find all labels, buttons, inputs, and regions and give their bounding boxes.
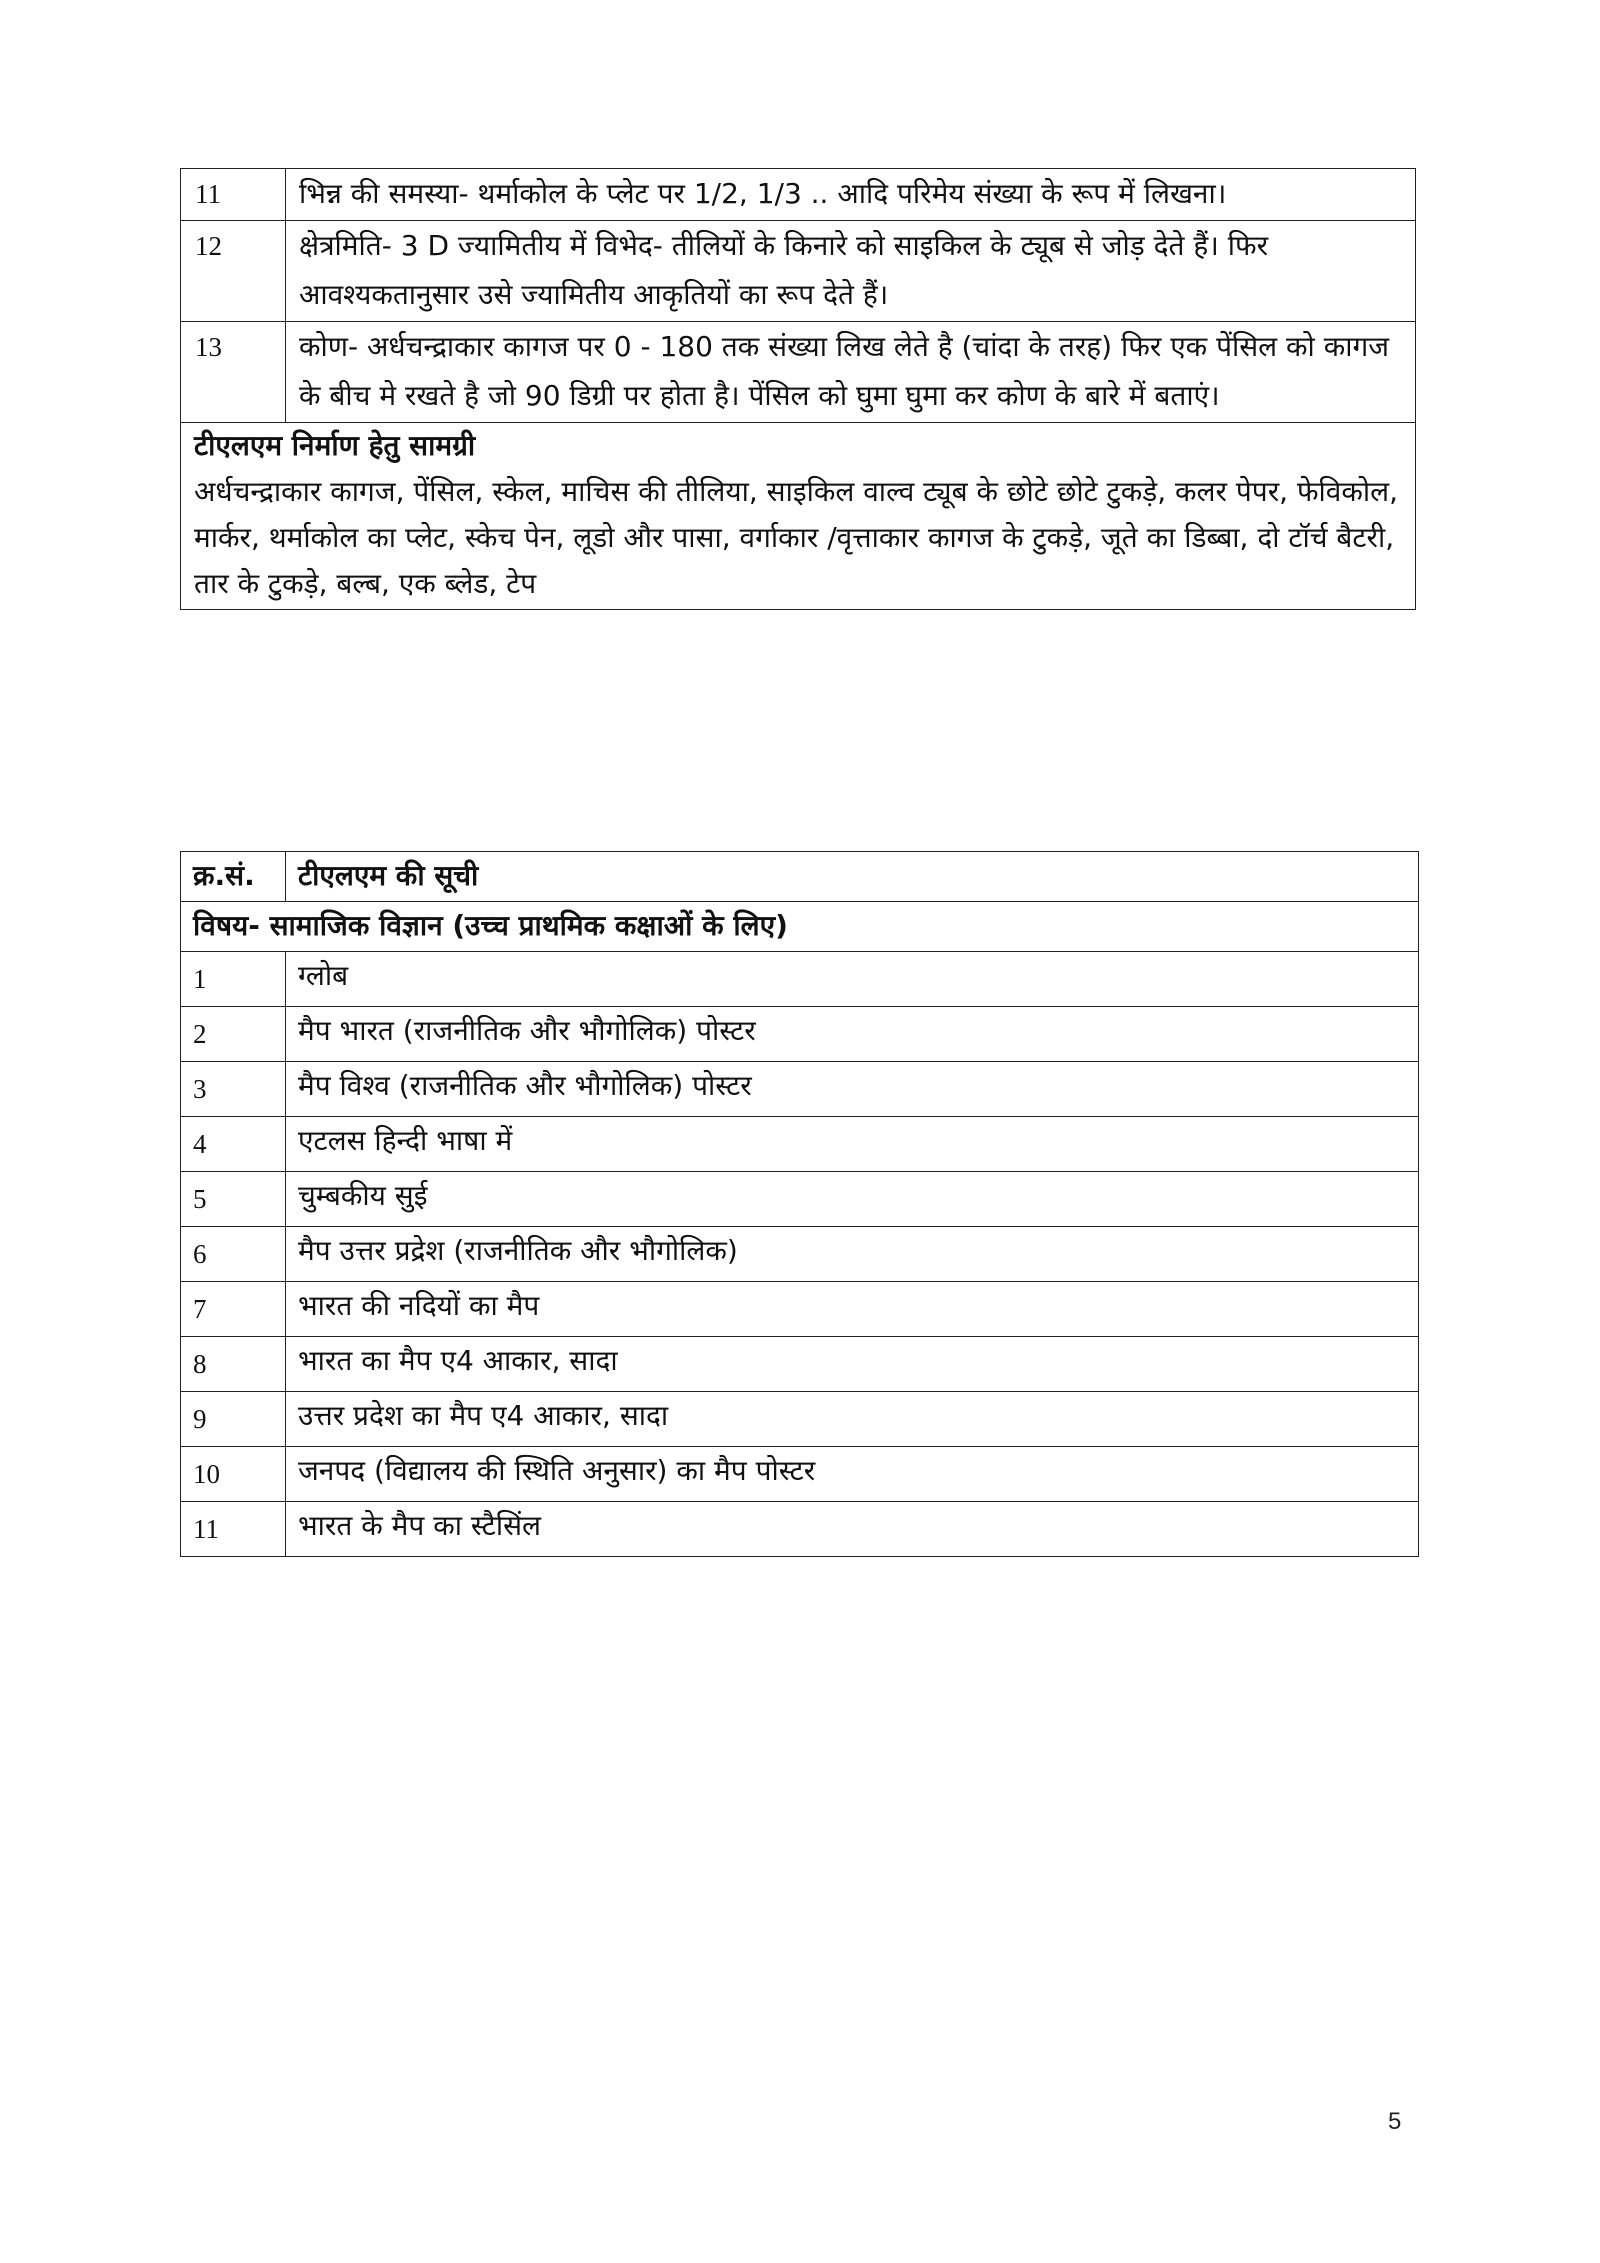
table-row [181, 169, 1416, 221]
table-row [181, 1392, 1419, 1447]
table-row [181, 221, 1416, 322]
serial-number: 7 [181, 1282, 286, 1337]
tlm-description: भिन्न की समस्या- थर्माकोल के प्लेट पर 1/2, 1/3 .. आदि परिमेय संख्या के रूप में लिखना। [286, 169, 1416, 221]
serial-number: 12 [181, 221, 286, 322]
tlm-item: चुम्बकीय सुई [286, 1172, 1419, 1227]
table-row [181, 322, 1416, 423]
table-row [181, 1172, 1419, 1227]
materials-row [181, 423, 1416, 610]
table-row [181, 1282, 1419, 1337]
table-row [181, 1227, 1419, 1282]
tlm-item: भारत के मैप का स्टैसिंल [286, 1502, 1419, 1557]
tlm-item: भारत की नदियों का मैप [286, 1282, 1419, 1337]
table-row [181, 1502, 1419, 1557]
serial-number: 6 [181, 1227, 286, 1282]
table-row [181, 1447, 1419, 1502]
social-science-tlm-table [180, 851, 1419, 1557]
serial-number: 11 [181, 169, 286, 221]
table-row [181, 1007, 1419, 1062]
tlm-item: मैप विश्व (राजनीतिक और भौगोलिक) पोस्टर [286, 1062, 1419, 1117]
serial-number: 4 [181, 1117, 286, 1172]
tlm-item: मैप उत्तर प्रद्रेश (राजनीतिक और भौगोलिक) [286, 1227, 1419, 1282]
tlm-description: कोण- अर्धचन्द्राकार कागज पर 0 - 180 तक संख्या लिख लेते है (चांदा के तरह) फिर एक पेंसिल को कागज के बीच मे रखते है जो 90 डिग्री पर होता है। पेंसिल को घुमा घुमा कर कोण के बारे में बताएं। [286, 322, 1416, 423]
materials-cell [181, 423, 1416, 610]
materials-text: अर्धचन्द्राकार कागज, पेंसिल, स्केल, माचिस की तीलिया, साइकिल वाल्व ट्यूब के छोटे छोटे टुकड़े, कलर पेपर, फेविकोल, मार्कर, थर्माकोल का प्लेट, स्केच पेन, लूडो और पासा, वर्गाकार /वृत्ताकार कागज के टुकड़े, जूते का डिब्बा, दो टॉर्च बैटरी, तार के टुकड़े, बल्ब, एक ब्लेड, टेप [194, 475, 1399, 600]
tlm-description: क्षेत्रमिति- 3 D ज्यामितीय में विभेद- तीलियों के किनारे को साइकिल के ट्यूब से जोड़ देते हैं। फिर आवश्यकतानुसार उसे ज्यामितीय आकृतियों का रूप देते हैं। [286, 221, 1416, 322]
serial-number: 8 [181, 1337, 286, 1392]
materials-heading: टीएलएम निर्माण हेतु सामग्री [194, 429, 476, 462]
tlm-item: मैप भारत (राजनीतिक और भौगोलिक) पोस्टर [286, 1007, 1419, 1062]
serial-number: 9 [181, 1392, 286, 1447]
tlm-item: ग्लोब [286, 952, 1419, 1007]
serial-number: 10 [181, 1447, 286, 1502]
header-row [181, 852, 1419, 902]
math-tlm-table [180, 168, 1416, 610]
serial-number: 1 [181, 952, 286, 1007]
list-header: टीएलएम की सूची [286, 852, 1419, 902]
serial-header: क्र.सं. [181, 852, 286, 902]
subject-heading: विषय- सामाजिक विज्ञान (उच्च प्राथमिक कक्षाओं के लिए) [181, 902, 1419, 952]
table-row [181, 1337, 1419, 1392]
tlm-item: भारत का मैप ए4 आकार, सादा [286, 1337, 1419, 1392]
serial-number: 3 [181, 1062, 286, 1117]
table-row [181, 952, 1419, 1007]
serial-number: 5 [181, 1172, 286, 1227]
tlm-item: एटलस हिन्दी भाषा में [286, 1117, 1419, 1172]
serial-number: 2 [181, 1007, 286, 1062]
page-number: 5 [1388, 2108, 1402, 2135]
serial-number: 11 [181, 1502, 286, 1557]
table-row [181, 1117, 1419, 1172]
table-row [181, 1062, 1419, 1117]
subject-row [181, 902, 1419, 952]
serial-number: 13 [181, 322, 286, 423]
tlm-item: जनपद (विद्यालय की स्थिति अनुसार) का मैप पोस्टर [286, 1447, 1419, 1502]
tlm-item: उत्तर प्रदेश का मैप ए4 आकार, सादा [286, 1392, 1419, 1447]
